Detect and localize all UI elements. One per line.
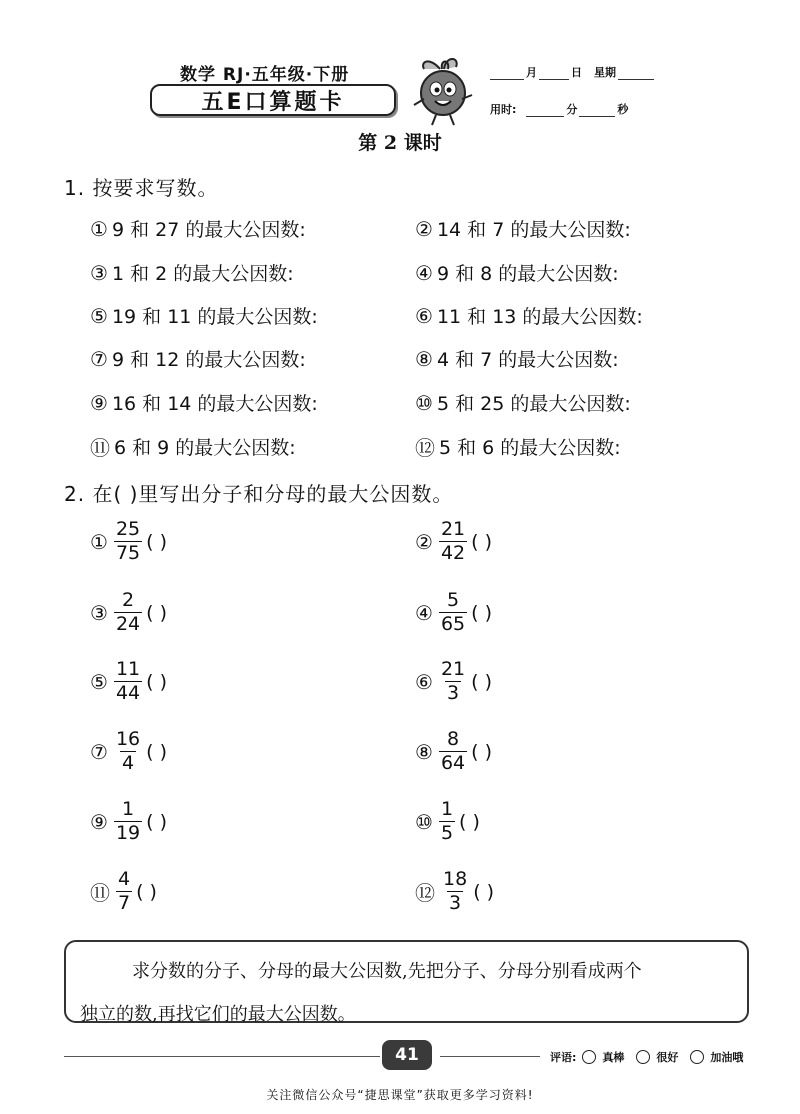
fraction: $\frac{8}{64}$ <box>440 728 466 774</box>
q1-item: ⑩ 5 和 25 的最大公因数: <box>415 390 631 415</box>
q2-item: ⑤ $\frac{11}{44}$ ( ) <box>90 658 167 704</box>
answer-blank[interactable]: ( ) <box>471 601 492 624</box>
answer-blank[interactable]: ( ) <box>473 880 495 903</box>
q1-item: ⑥ 11 和 13 的最大公因数: <box>415 303 643 328</box>
q1-item: ② 14 和 7 的最大公因数: <box>415 216 631 241</box>
grin-face-icon <box>582 1050 596 1064</box>
q2-item: ⑨ $\frac{1}{19}$ ( ) <box>90 798 167 844</box>
q1-item: ① 9 和 27 的最大公因数: <box>90 216 306 241</box>
answer-blank[interactable]: ( ) <box>471 670 492 693</box>
answer-blank[interactable]: ( ) <box>146 530 167 553</box>
time-field: 用时: 分 秒 <box>490 103 629 116</box>
fraction: $\frac{2}{24}$ <box>115 589 141 635</box>
footer-rule <box>440 1056 540 1057</box>
q2-item: ② $\frac{21}{42}$ ( ) <box>415 518 492 564</box>
q1-item: ③ 1 和 2 的最大公因数: <box>90 260 294 285</box>
q1-item: ⑤ 19 和 11 的最大公因数: <box>90 303 318 328</box>
answer-blank[interactable]: ( ) <box>146 670 167 693</box>
tip-box <box>64 940 749 1023</box>
q2-item: ⑦ $\frac{16}{4}$ ( ) <box>90 728 167 774</box>
tip-line-1: 求分数的分子、分母的最大公因数,先把分子、分母分别看成两个 <box>132 961 642 982</box>
question-1-title: 1. 按要求写数。 <box>64 176 219 200</box>
footer-note: 关注微信公众号“捷思课堂”获取更多学习资料! <box>266 1088 534 1102</box>
q1-item: ⑦ 9 和 12 的最大公因数: <box>90 346 306 371</box>
smile-face-icon <box>636 1050 650 1064</box>
answer-blank[interactable]: ( ) <box>146 810 167 833</box>
answer-blank[interactable]: ( ) <box>146 601 167 624</box>
tip-line-2: 独立的数,再找它们的最大公因数。 <box>80 1004 356 1025</box>
answer-blank[interactable]: ( ) <box>459 810 480 833</box>
fraction: $\frac{25}{75}$ <box>115 518 141 564</box>
fraction: $\frac{5}{65}$ <box>440 589 466 635</box>
brand-title: 五E口算题卡 <box>150 84 396 116</box>
q1-item: ⑨ 16 和 14 的最大公因数: <box>90 390 318 415</box>
q2-item: ⑩ $\frac{1}{5}$ ( ) <box>415 798 480 844</box>
page-number: 41 <box>382 1040 432 1070</box>
rating-section: 评语: 真棒 很好 加油哦 <box>550 1051 744 1064</box>
fraction: $\frac{21}{3}$ <box>440 658 466 704</box>
q2-item: ③ $\frac{2}{24}$ ( ) <box>90 589 167 635</box>
fraction: $\frac{4}{7}$ <box>118 868 131 914</box>
q2-item: ⑧ $\frac{8}{64}$ ( ) <box>415 728 492 774</box>
q2-item: ④ $\frac{5}{65}$ ( ) <box>415 589 492 635</box>
footer-rule <box>64 1056 380 1057</box>
question-2-title: 2. 在( )里写出分子和分母的最大公因数。 <box>64 482 454 506</box>
cheer-face-icon <box>690 1050 704 1064</box>
q1-item: ⑪ 6 和 9 的最大公因数: <box>90 436 296 460</box>
q1-item: ④ 9 和 8 的最大公因数: <box>415 260 619 285</box>
fraction: $\frac{18}{3}$ <box>443 868 468 914</box>
q1-item: ⑫ 5 和 6 的最大公因数: <box>415 436 621 460</box>
answer-blank[interactable]: ( ) <box>471 530 492 553</box>
fraction: $\frac{21}{42}$ <box>440 518 466 564</box>
fraction: $\frac{1}{5}$ <box>440 798 454 844</box>
answer-blank[interactable]: ( ) <box>146 740 167 763</box>
fraction: $\frac{16}{4}$ <box>115 728 141 774</box>
q2-item: ⑫ $\frac{18}{3}$ ( ) <box>415 868 495 914</box>
answer-blank[interactable]: ( ) <box>471 740 492 763</box>
mascot-icon <box>410 55 476 127</box>
fraction: $\frac{1}{19}$ <box>115 798 141 844</box>
lesson-title: 第 2 课时 <box>358 132 442 154</box>
q2-item: ① $\frac{25}{75}$ ( ) <box>90 518 167 564</box>
q1-item: ⑧ 4 和 7 的最大公因数: <box>415 346 619 371</box>
fraction: $\frac{11}{44}$ <box>115 658 141 704</box>
date-field: 月 日 星期 <box>490 64 654 80</box>
q2-item: ⑪ $\frac{4}{7}$ ( ) <box>90 868 157 914</box>
answer-blank[interactable]: ( ) <box>136 880 157 903</box>
q2-item: ⑥ $\frac{21}{3}$ ( ) <box>415 658 492 704</box>
subject-label: 数学 RJ·五年级·下册 <box>180 65 350 85</box>
